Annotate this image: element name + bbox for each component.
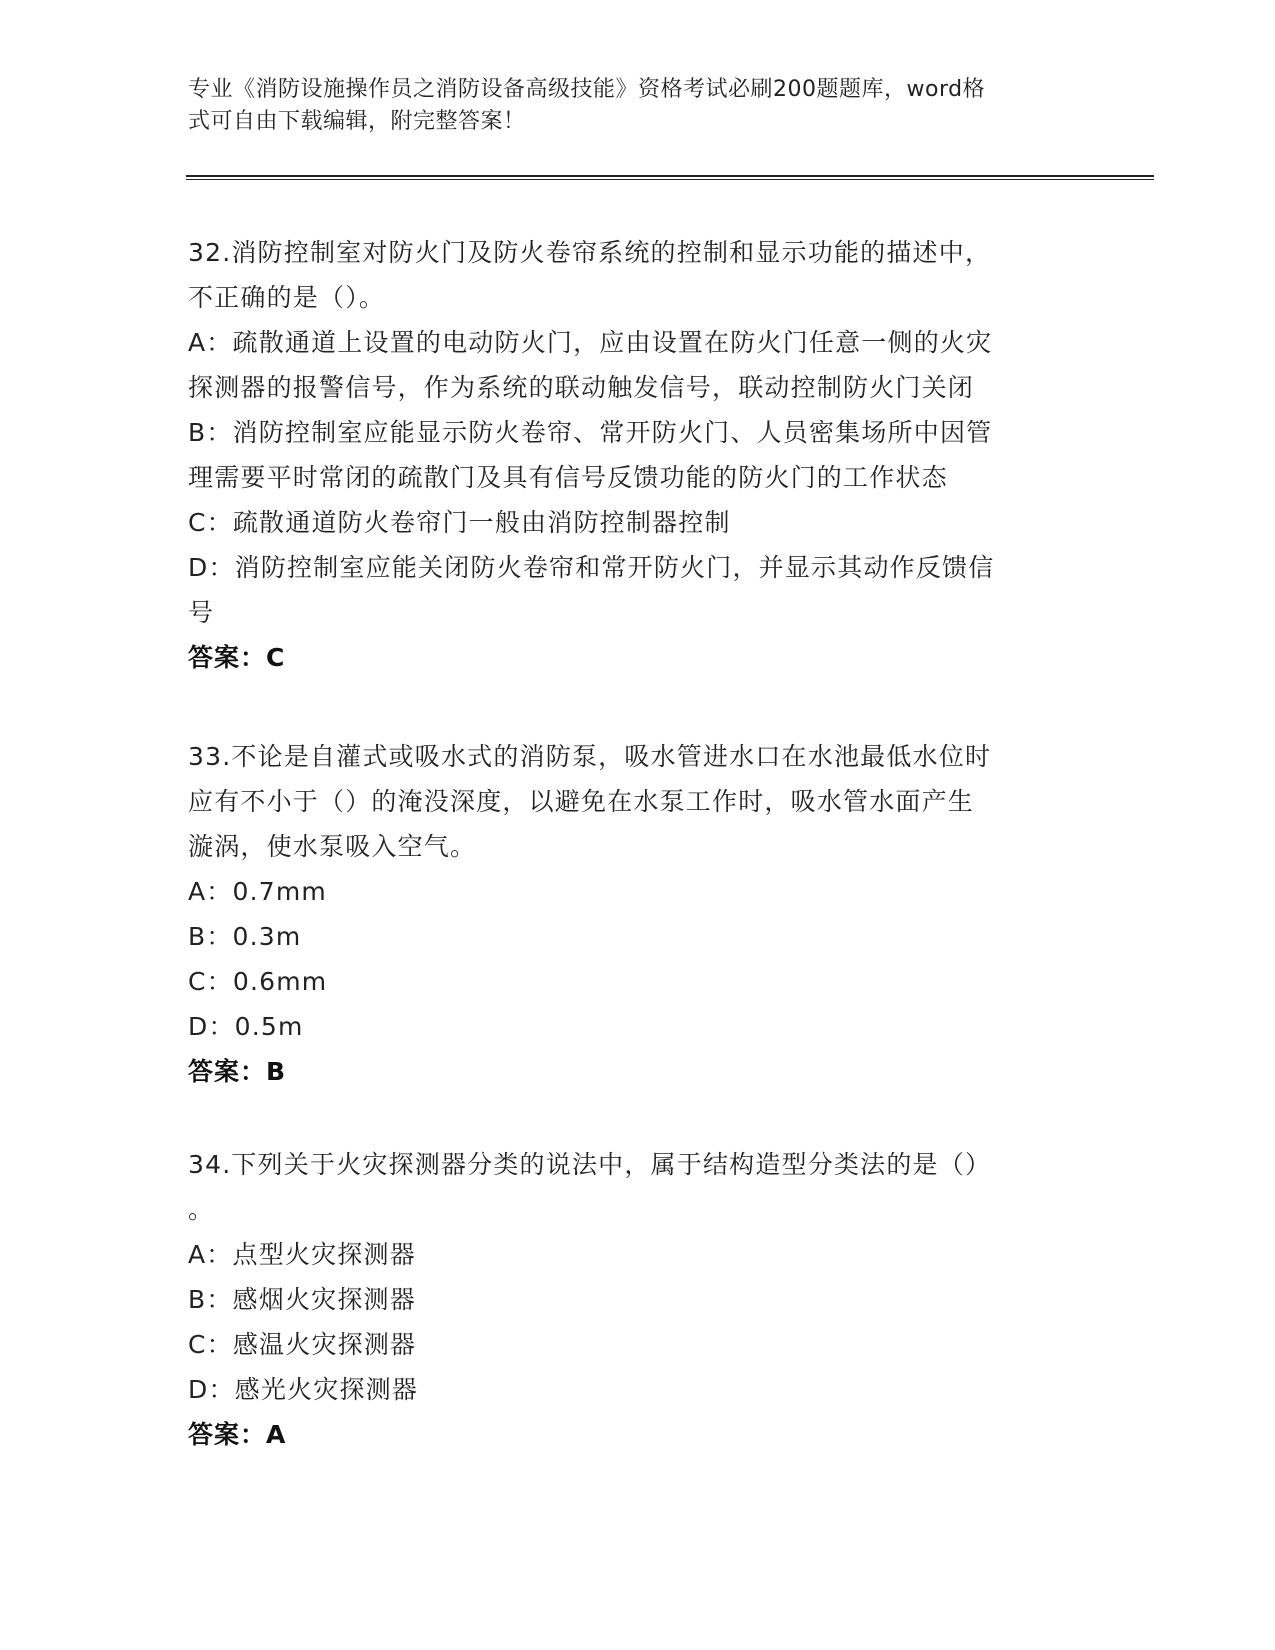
option-b: B：消防控制室应能显示防火卷帘、常开防火门、人员密集场所中因管 (188, 418, 993, 447)
question-stem: 32.消防控制室对防火门及防火卷帘系统的控制和显示功能的描述中， (188, 238, 992, 267)
option-d: D：0.5m (188, 1012, 304, 1041)
option-b: B：感烟火灾探测器 (188, 1285, 416, 1314)
question-stem: 34.下列关于火灾探测器分类的说法中，属于结构造型分类法的是（） (188, 1150, 992, 1179)
answer: 答案：A (188, 1420, 287, 1449)
question-33 (188, 734, 1088, 1095)
question-stem: 应有不小于（）的淹没深度，以避免在水泵工作时，吸水管水面产生 (188, 787, 975, 816)
option-c: C：0.6mm (188, 967, 328, 996)
answer: 答案：B (188, 1057, 287, 1086)
option-c: C：疏散通道防火卷帘门一般由消防控制器控制 (188, 508, 731, 537)
question-34 (188, 1142, 1088, 1458)
option-d: D：感光火灾探测器 (188, 1375, 419, 1404)
option-b: B：0.3m (188, 922, 302, 951)
question-stem: 不正确的是（）。 (188, 283, 386, 312)
header-line-2: 式可自由下载编辑，附完整答案！ (188, 109, 526, 134)
header-divider (186, 175, 1154, 180)
option-d-continued: 号 (188, 598, 215, 627)
header-line-1: 专业《消防设施操作员之消防设备高级技能》资格考试必刷200题题库，word格 (188, 77, 986, 102)
option-c: C：感温火灾探测器 (188, 1330, 417, 1359)
question-32 (188, 230, 1088, 681)
question-stem: 漩涡，使水泵吸入空气。 (188, 832, 477, 861)
question-stem: 33.不论是自灌式或吸水式的消防泵，吸水管进水口在水池最低水位时 (188, 742, 992, 771)
document-header (188, 74, 1068, 138)
question-stem: 。 (188, 1195, 215, 1224)
option-d: D：消防控制室应能关闭防火卷帘和常开防火门，并显示其动作反馈信 (188, 553, 995, 582)
option-a: A：疏散通道上设置的电动防火门，应由设置在防火门任意一侧的火灾 (188, 328, 993, 357)
answer: 答案：C (188, 643, 286, 672)
option-a: A：0.7mm (188, 877, 327, 906)
option-b-continued: 理需要平时常闭的疏散门及具有信号反馈功能的防火门的工作状态 (188, 463, 948, 492)
option-a: A：点型火灾探测器 (188, 1240, 416, 1269)
option-a-continued: 探测器的报警信号，作为系统的联动触发信号，联动控制防火门关闭 (188, 373, 975, 402)
